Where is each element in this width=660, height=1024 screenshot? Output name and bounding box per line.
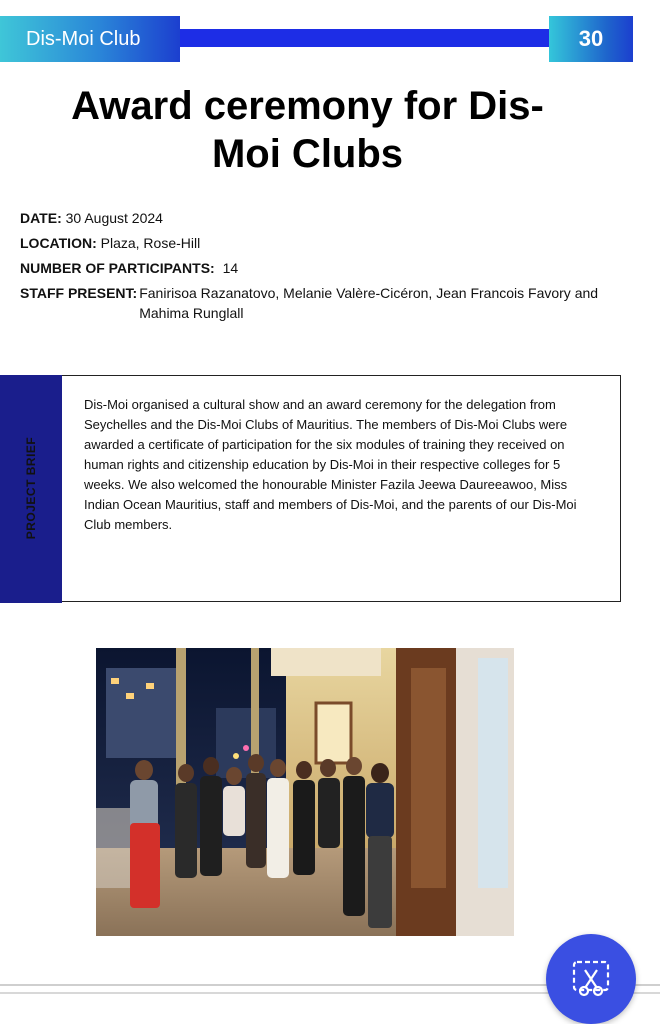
date-row (20, 208, 163, 228)
screenshot-scissors-icon (572, 960, 610, 998)
club-name-banner: Dis-Moi Club (0, 16, 180, 62)
participants-row (20, 258, 238, 278)
date-label: DATE: (20, 210, 62, 226)
participants-value: 14 (222, 260, 239, 276)
project-brief-text: Dis-Moi organised a cultural show and an award ceremony for the delegation from Seychelles and the Dis-Moi Clubs of Mauritius. The members of Dis-Moi Clubs were awarded a certificate of participation for the six modules of training they received on human rights and citizenship education by Dis-Moi in their respective colleges for 5 weeks. We also welcomed the honourable Minister Fazila Jeewa Daureeawoo, Miss Indian Ocean Mauritius, staff and members of Dis-Moi, and the parents of our Dis-Moi Club members. (84, 397, 577, 532)
staff-value: Fanirisoa Razanatovo, Melanie Valère-Cicéron, Jean Francois Favory and Mahima Runglall (139, 285, 599, 321)
staff-label: STAFF PRESENT: (20, 285, 138, 301)
group-photo (96, 648, 514, 936)
header-accent-bar (180, 29, 550, 47)
location-value: Plaza, Rose-Hill (100, 235, 201, 251)
staff-row (20, 283, 620, 323)
project-brief-label: PROJECT BRIEF (24, 436, 38, 540)
date-value: 30 August 2024 (65, 210, 163, 226)
page-number: 30 (549, 16, 633, 62)
page-title: Award ceremony for Dis-Moi Clubs (71, 84, 544, 176)
participants-label: NUMBER OF PARTICIPANTS: (20, 260, 215, 276)
location-row (20, 233, 200, 253)
location-label: LOCATION: (20, 235, 97, 251)
screenshot-button[interactable] (546, 934, 636, 1024)
